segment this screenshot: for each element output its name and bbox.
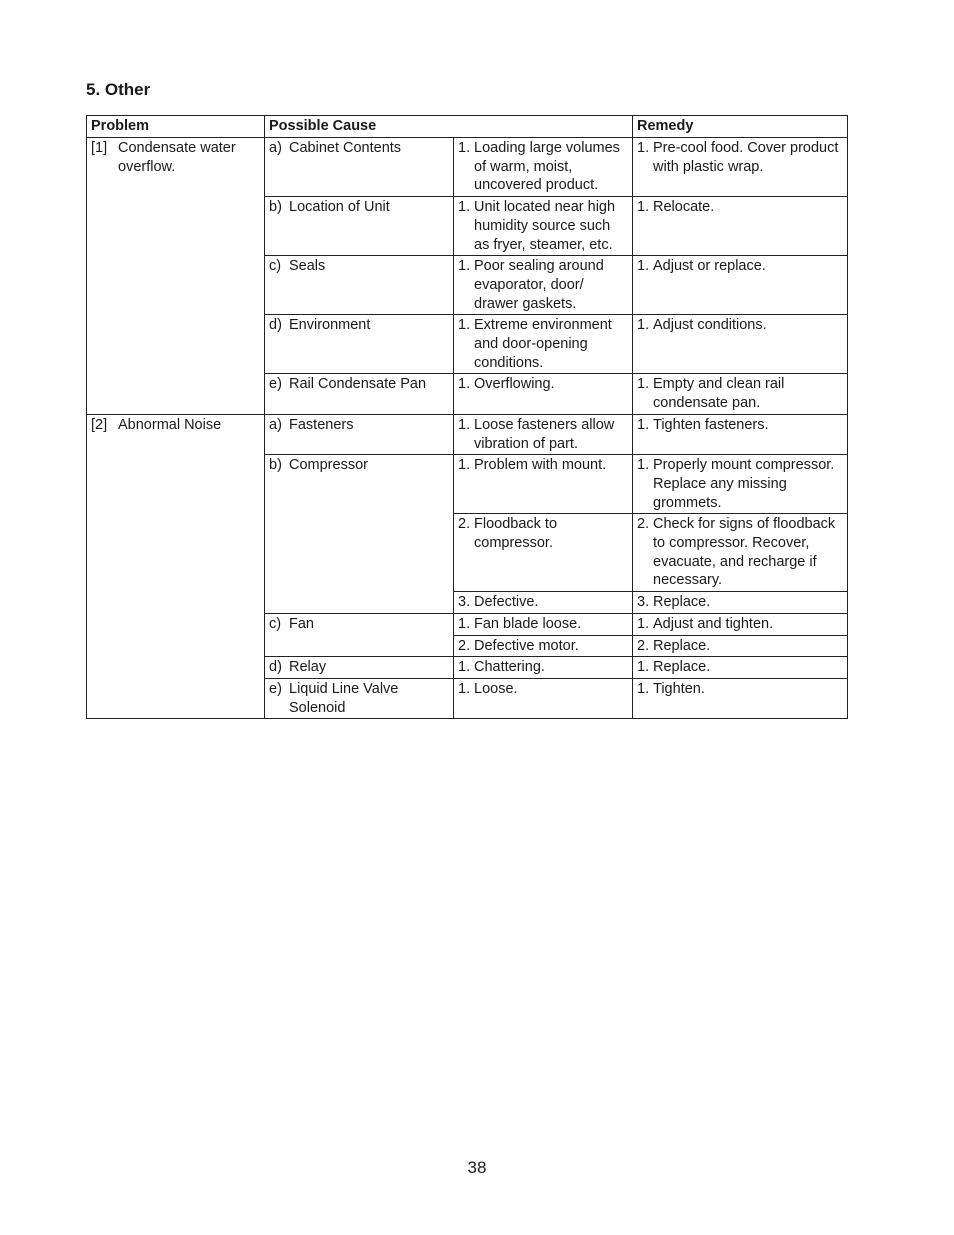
- remedy-marker: 1.: [637, 140, 650, 156]
- remedy: [637, 593, 844, 612]
- cause-text: Compressor: [289, 457, 368, 474]
- cause: [269, 198, 450, 217]
- page-number: 38: [467, 1158, 487, 1177]
- cause-detail: [458, 593, 629, 612]
- cause-detail-marker: 1.: [458, 659, 471, 676]
- remedy-marker: 1.: [637, 317, 650, 334]
- remedy-marker: 2.: [637, 637, 650, 654]
- remedy-marker: 1.: [637, 416, 650, 433]
- cause-detail-cell: [454, 678, 633, 718]
- problem-marker: [1]: [91, 140, 108, 156]
- remedy: [637, 139, 844, 176]
- remedy-marker: 1.: [637, 659, 650, 676]
- cause-detail: [458, 456, 629, 475]
- cause-detail-text: Floodback to compressor.: [474, 516, 558, 552]
- cause-cell: [265, 657, 454, 679]
- cause-detail-cell: [454, 613, 633, 635]
- cause-cell: [265, 613, 454, 656]
- remedy-text: Tighten.: [653, 680, 705, 697]
- cause-detail-text: Problem with mount.: [474, 457, 607, 474]
- remedy-cell: [633, 256, 848, 315]
- remedy-text: Adjust or replace.: [653, 258, 766, 275]
- cause-text: Relay: [289, 659, 327, 676]
- remedy: [637, 416, 844, 435]
- remedy-marker: 1.: [637, 457, 650, 474]
- cause: [269, 316, 450, 335]
- cause-detail-text: Loose fasteners allow vibration of part.: [474, 416, 615, 452]
- cause-detail-marker: 2.: [458, 516, 471, 533]
- remedy-cell: [633, 657, 848, 679]
- cause-marker: b): [269, 457, 282, 474]
- cause-detail-text: Loading large volumes of warm, moist, uncovered product.: [474, 140, 620, 194]
- remedy-text: Replace.: [653, 594, 711, 611]
- remedy-text: Replace.: [653, 637, 711, 654]
- cause-detail: [458, 615, 629, 634]
- cause-detail-marker: 1.: [458, 140, 471, 156]
- remedy-text: Properly mount compressor. Replace any missing grommets.: [653, 457, 835, 511]
- cause-marker: a): [269, 140, 282, 156]
- cause-detail-marker: 1.: [458, 199, 471, 216]
- table-header-row: [87, 116, 848, 138]
- cause-detail-cell: [454, 592, 633, 614]
- header-remedy: Remedy: [633, 116, 848, 138]
- remedy-marker: 1.: [637, 199, 650, 216]
- remedy-text: Adjust conditions.: [653, 317, 767, 334]
- cause-detail-cell: [454, 138, 633, 197]
- cause-detail-cell: [454, 197, 633, 256]
- remedy-marker: 3.: [637, 594, 650, 611]
- remedy-cell: [633, 635, 848, 657]
- cause-detail-marker: 1.: [458, 317, 471, 334]
- remedy-cell: [633, 455, 848, 514]
- cause-detail-text: Overflowing.: [474, 376, 555, 393]
- cause-marker: d): [269, 659, 282, 676]
- cause-detail-marker: 1.: [458, 258, 471, 275]
- cause-detail-marker: 1.: [458, 615, 471, 632]
- cause-detail-cell: [454, 635, 633, 657]
- cause-cell: [265, 374, 454, 414]
- remedy: [637, 515, 844, 590]
- cause-text: Fasteners: [289, 416, 354, 433]
- cause-detail: [458, 637, 629, 656]
- remedy-cell: [633, 315, 848, 374]
- cause: [269, 456, 450, 475]
- remedy-cell: [633, 592, 848, 614]
- header-possible-cause: Possible Cause: [265, 116, 633, 138]
- remedy: [637, 658, 844, 677]
- cause-detail-marker: 1.: [458, 376, 471, 393]
- remedy-cell: [633, 514, 848, 592]
- cause-cell: [265, 678, 454, 718]
- table-row: [87, 414, 848, 454]
- cause-cell: [265, 315, 454, 374]
- remedy-cell: [633, 613, 848, 635]
- cause-detail-marker: 2.: [458, 637, 471, 654]
- cause-text: Seals: [289, 258, 326, 275]
- cause-detail: [458, 515, 629, 552]
- cause-detail: [458, 416, 629, 453]
- cause-text: Fan: [289, 615, 314, 632]
- cause-detail-text: Defective motor.: [474, 637, 579, 654]
- cause-marker: e): [269, 376, 282, 393]
- cause-text: Environment: [289, 317, 371, 334]
- problem: [91, 139, 261, 176]
- remedy: [637, 316, 844, 335]
- remedy-text: Tighten fasteners.: [653, 416, 769, 433]
- cause-cell: [265, 455, 454, 614]
- remedy-marker: 1.: [637, 680, 650, 697]
- cause-detail: [458, 658, 629, 677]
- cause: [269, 139, 450, 158]
- cause-detail-marker: 1.: [458, 457, 471, 474]
- table-body: [87, 138, 848, 719]
- remedy-marker: 2.: [637, 516, 650, 533]
- remedy-marker: 1.: [637, 376, 650, 393]
- cause-detail: [458, 316, 629, 372]
- cause-detail: [458, 257, 629, 313]
- cause: [269, 680, 450, 717]
- cause-detail-cell: [454, 315, 633, 374]
- remedy: [637, 680, 844, 699]
- cause-marker: d): [269, 317, 282, 334]
- problem-cell: [87, 138, 265, 415]
- cause-text: Liquid Line Valve Solenoid: [289, 680, 399, 716]
- problem: [91, 416, 261, 435]
- cause-text: Cabinet Contents: [289, 140, 402, 156]
- cause-cell: [265, 197, 454, 256]
- remedy-text: Check for signs of floodback to compressor. Recover, evacuate, and recharge if necessary.: [653, 516, 836, 589]
- cause-cell: [265, 138, 454, 197]
- cause-detail-text: Fan blade loose.: [474, 615, 582, 632]
- cause-detail-cell: [454, 657, 633, 679]
- cause-detail-text: Poor sealing around evaporator, door/ drawer gaskets.: [474, 258, 604, 312]
- remedy: [637, 257, 844, 276]
- problem-text: Abnormal Noise: [118, 416, 222, 433]
- cause: [269, 615, 450, 634]
- remedy: [637, 198, 844, 217]
- remedy-text: Adjust and tighten.: [653, 615, 774, 632]
- remedy: [637, 375, 844, 412]
- remedy: [637, 615, 844, 634]
- troubleshooting-table: [86, 115, 848, 719]
- remedy-marker: 1.: [637, 258, 650, 275]
- cause: [269, 658, 450, 677]
- cause-detail: [458, 375, 629, 394]
- cause-marker: b): [269, 199, 282, 216]
- remedy-cell: [633, 414, 848, 454]
- cause-detail-text: Unit located near high humidity source such as fryer, steamer, etc.: [474, 199, 616, 253]
- cause: [269, 257, 450, 276]
- remedy: [637, 456, 844, 512]
- cause-detail-text: Chattering.: [474, 659, 545, 676]
- remedy-cell: [633, 197, 848, 256]
- table-row: [87, 138, 848, 197]
- cause: [269, 416, 450, 435]
- cause-text: Location of Unit: [289, 199, 390, 216]
- cause-marker: c): [269, 258, 282, 275]
- cause-cell: [265, 414, 454, 454]
- cause-detail-cell: [454, 374, 633, 414]
- remedy-text: Replace.: [653, 659, 711, 676]
- cause-detail: [458, 198, 629, 254]
- cause-detail-cell: [454, 414, 633, 454]
- remedy-marker: 1.: [637, 615, 650, 632]
- cause-detail-marker: 1.: [458, 416, 471, 433]
- remedy: [637, 637, 844, 656]
- cause-text: Rail Condensate Pan: [289, 376, 427, 393]
- cause-marker: e): [269, 680, 282, 697]
- remedy-cell: [633, 374, 848, 414]
- cause-detail-text: Loose.: [474, 680, 518, 697]
- cause-marker: a): [269, 416, 282, 433]
- header-problem: Problem: [87, 116, 265, 138]
- remedy-cell: [633, 138, 848, 197]
- cause-detail-cell: [454, 256, 633, 315]
- cause: [269, 375, 450, 394]
- section-heading: 5. Other: [86, 80, 151, 99]
- cause-detail: [458, 680, 629, 699]
- problem-text: Condensate water overflow.: [118, 140, 236, 175]
- remedy-cell: [633, 678, 848, 718]
- cause-marker: c): [269, 615, 282, 632]
- cause-detail-text: Defective.: [474, 594, 539, 611]
- remedy-text: Pre-cool food. Cover product with plastic wrap.: [653, 140, 839, 175]
- remedy-text: Empty and clean rail condensate pan.: [653, 376, 785, 412]
- cause-detail-text: Extreme environment and door-opening conditions.: [474, 317, 612, 371]
- cause-detail: [458, 139, 629, 195]
- cause-detail-marker: 1.: [458, 680, 471, 697]
- problem-marker: [2]: [91, 416, 108, 433]
- cause-detail-cell: [454, 514, 633, 592]
- cause-cell: [265, 256, 454, 315]
- problem-cell: [87, 414, 265, 719]
- cause-detail-marker: 3.: [458, 594, 471, 611]
- remedy-text: Relocate.: [653, 199, 715, 216]
- cause-detail-cell: [454, 455, 633, 514]
